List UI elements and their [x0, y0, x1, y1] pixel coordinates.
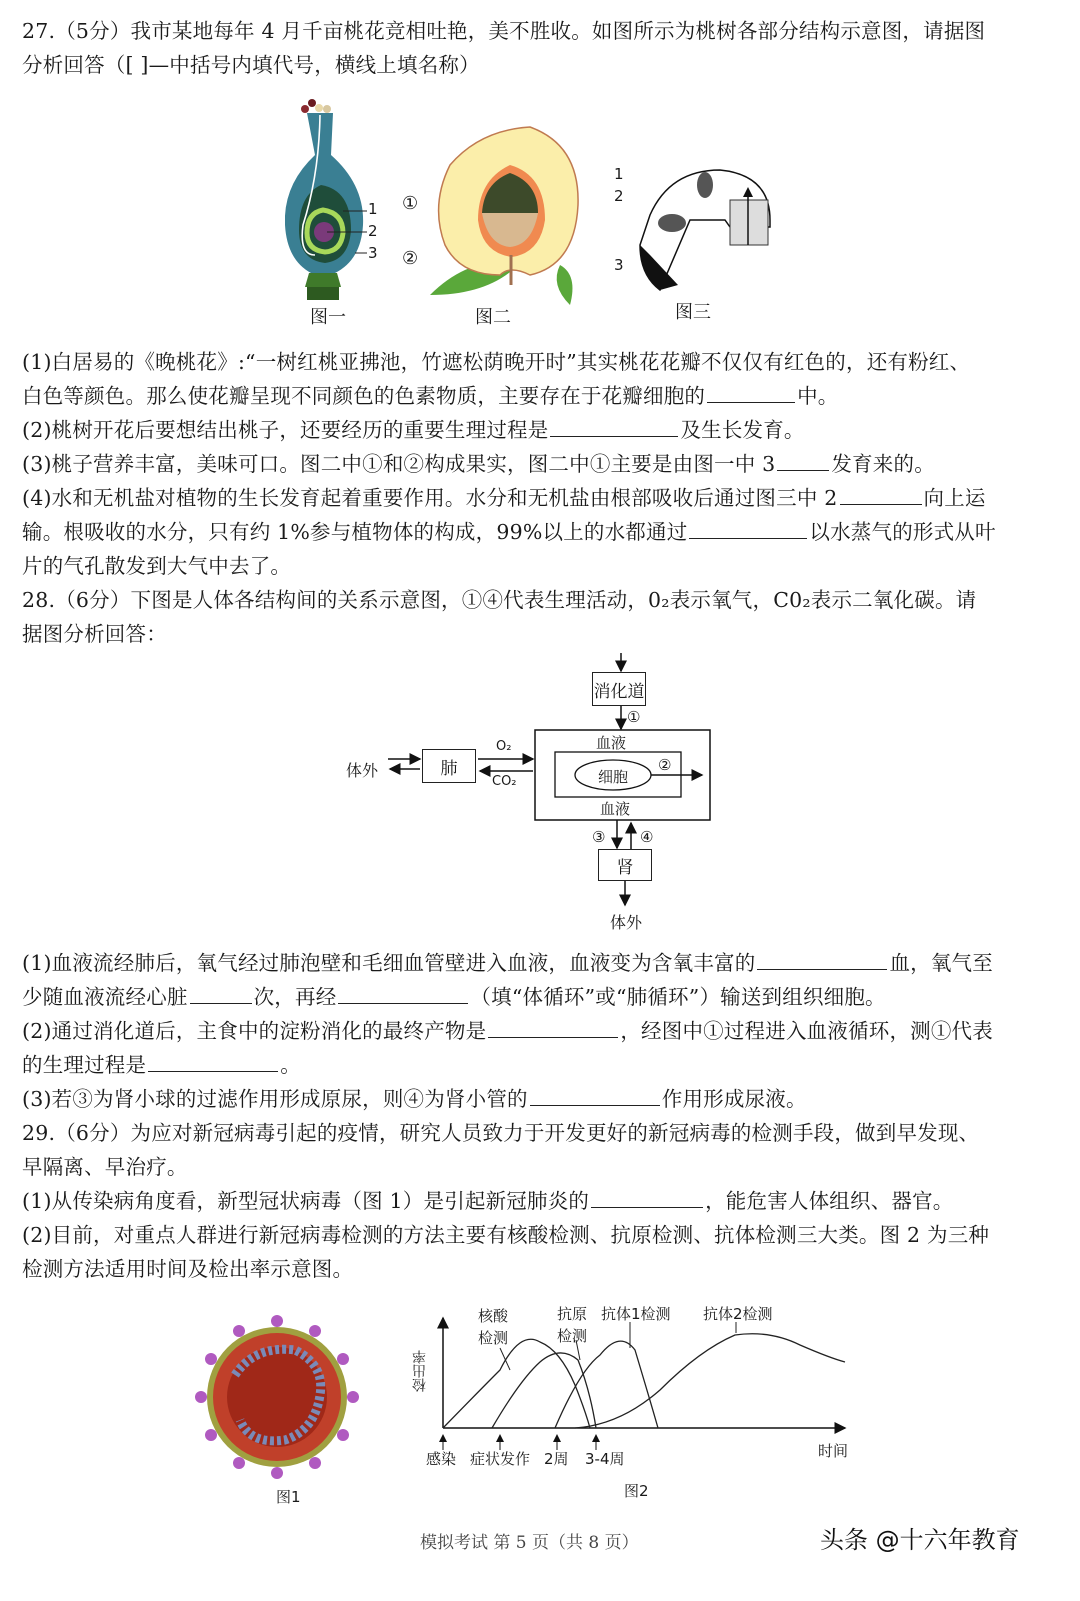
- x-tick-3-4weeks: 3-4周: [585, 1450, 625, 1468]
- fig2-label-2: ②: [402, 248, 419, 269]
- q27-sub1-line2: 白色等颜色。那么使花瓣呈现不同颜色的色素物质，主要存在于花瓣细胞的 中。: [22, 379, 839, 413]
- fig3-caption: 图三: [675, 302, 711, 323]
- chart-fig-caption: 图2: [624, 1482, 649, 1500]
- q27-sub3: (3)桃子营养丰富，美味可口。图二中①和②构成果实，图二中①主要是由图一中 3 发育来的。: [22, 447, 935, 481]
- q29-stem-line1: 29.（6分）为应对新冠病毒引起的疫情，研究人员致力于开发更好的新冠病毒的检测手段，做到早发现、: [22, 1121, 980, 1145]
- x-axis-label: 时间: [818, 1442, 849, 1460]
- lung-box: 肺: [422, 749, 476, 783]
- fig3-label-1: 1: [614, 165, 624, 183]
- outside-left-label: 体外: [346, 761, 379, 780]
- pistil-figure: [285, 95, 395, 305]
- coronavirus-image: [195, 1315, 360, 1480]
- q27-sub4-line2: 输。根吸收的水分，只有约 1%参与植物体的构成，99%以上的水都通过 以水蒸气的形式从叶: [22, 515, 996, 549]
- answer-blank[interactable]: [707, 380, 795, 403]
- q27-sub4-line1: (4)水和无机盐对植物的生长发育起着重要作用。水分和无机盐由根部吸收后通过图三中 2 向上运: [22, 481, 986, 515]
- q29-stem-line2: 早隔离、早治疗。: [22, 1155, 188, 1179]
- fig3-label-2: 2: [614, 187, 624, 205]
- q27-stem-line1: 27.（5分）我市某地每年 4 月千亩桃花竞相吐艳，美不胜收。如图所示为桃树各部分结构示意图，请据图: [22, 19, 986, 43]
- q28-sub2-line2: 的生理过程是 。: [22, 1048, 301, 1082]
- process-2-label: ②: [658, 756, 672, 774]
- answer-blank[interactable]: [591, 1185, 703, 1208]
- series-label-antigen: 抗原检测: [557, 1305, 588, 1345]
- x-tick-infection: 感染: [426, 1450, 457, 1468]
- page-footer: 模拟考试 第 5 页（共 8 页）: [420, 1533, 639, 1553]
- process-3-label: ③: [592, 828, 606, 846]
- peach-figure: [410, 125, 585, 310]
- answer-blank[interactable]: [689, 516, 807, 539]
- answer-blank[interactable]: [338, 981, 468, 1004]
- x-tick-2weeks: 2周: [544, 1450, 569, 1468]
- y-axis-label: 检出率: [412, 1350, 428, 1392]
- q28-sub3: (3)若③为肾小球的过滤作用形成原尿，则④为肾小管的 作用形成尿液。: [22, 1082, 807, 1116]
- answer-blank[interactable]: [840, 482, 922, 505]
- answer-blank[interactable]: [550, 414, 678, 437]
- answer-blank[interactable]: [777, 448, 829, 471]
- body-relation-diagram: [330, 645, 750, 940]
- q29-sub2-line2: 检测方法适用时间及检出率示意图。: [22, 1257, 354, 1281]
- q29-sub2-line1: (2)目前，对重点人群进行新冠病毒检测的方法主要有核酸检测、抗原检测、抗体检测三大类。图 2 为三种: [22, 1223, 990, 1247]
- blood-top-label: 血液: [596, 734, 627, 752]
- answer-blank[interactable]: [190, 981, 252, 1004]
- q28-stem-line1: 28.（6分）下图是人体各结构间的关系示意图，①④代表生理活动，0₂表示氧气，C0₂表示二氧化碳。请: [22, 588, 977, 612]
- answer-blank[interactable]: [148, 1049, 278, 1072]
- virus-fig-caption: 图1: [276, 1488, 301, 1506]
- q28-sub1-line2: 少随血液流经心脏 次，再经 （填“体循环”或“肺循环”）输送到组织细胞。: [22, 980, 886, 1014]
- outside-bottom-label: 体外: [610, 913, 643, 932]
- q27-stem-line2: 分析回答（[ ]—中括号内填代号，横线上填名称）: [22, 53, 480, 77]
- digestive-tract-box: 消化道: [592, 672, 646, 706]
- q28-sub2-line1: (2)通过消化道后，主食中的淀粉消化的最终产物是 ，经图中①过程进入血液循环，测①代表: [22, 1014, 993, 1048]
- series-label-nucleic: 核酸检测: [478, 1307, 509, 1347]
- answer-blank[interactable]: [530, 1083, 660, 1106]
- fig1-caption: 图一: [310, 307, 346, 328]
- cell-label: 细胞: [598, 768, 629, 786]
- co2-label: CO₂: [492, 774, 517, 789]
- fig3-label-3: 3: [614, 256, 624, 274]
- answer-blank[interactable]: [488, 1015, 618, 1038]
- fig2-label-1: ①: [402, 193, 419, 214]
- process-4-label: ④: [640, 828, 654, 846]
- blood-bottom-label: 血液: [600, 800, 631, 818]
- q27-sub4-line3: 片的气孔散发到大气中去了。: [22, 554, 292, 578]
- q29-sub1: (1)从传染病角度看，新型冠状病毒（图 1）是引起新冠肺炎的 ，能危害人体组织、器官。: [22, 1184, 954, 1218]
- q27-sub1-line1: (1)白居易的《晚桃花》:“一树红桃亚拂池，竹遮松荫晚开时”其实桃花花瓣不仅仅有红色的，还有粉红、: [22, 350, 971, 374]
- o2-label: O₂: [496, 739, 512, 754]
- q28-stem-line2: 据图分析回答：: [22, 622, 167, 646]
- kidney-box: 肾: [598, 849, 652, 881]
- fig1-label-3: 3: [368, 244, 378, 262]
- fig1-label-1: 1: [368, 200, 378, 218]
- x-tick-symptom: 症状发作: [470, 1450, 531, 1468]
- stem-section-figure: [630, 165, 775, 295]
- q28-sub1-line1: (1)血液流经肺后，氧气经过肺泡壁和毛细血管壁进入血液，血液变为含氧丰富的 血，氧气至: [22, 946, 993, 980]
- process-1-label: ①: [627, 708, 641, 726]
- series-label-antibody2: 抗体2检测: [703, 1305, 773, 1323]
- watermark: 头条 @十六年教育: [820, 1526, 1020, 1554]
- fig1-label-2: 2: [368, 222, 378, 240]
- q27-sub2: (2)桃树开花后要想结出桃子，还要经历的重要生理过程是 及生长发育。: [22, 413, 805, 447]
- fig2-caption: 图二: [475, 307, 511, 328]
- answer-blank[interactable]: [757, 947, 887, 970]
- series-label-antibody1: 抗体1检测: [601, 1305, 671, 1323]
